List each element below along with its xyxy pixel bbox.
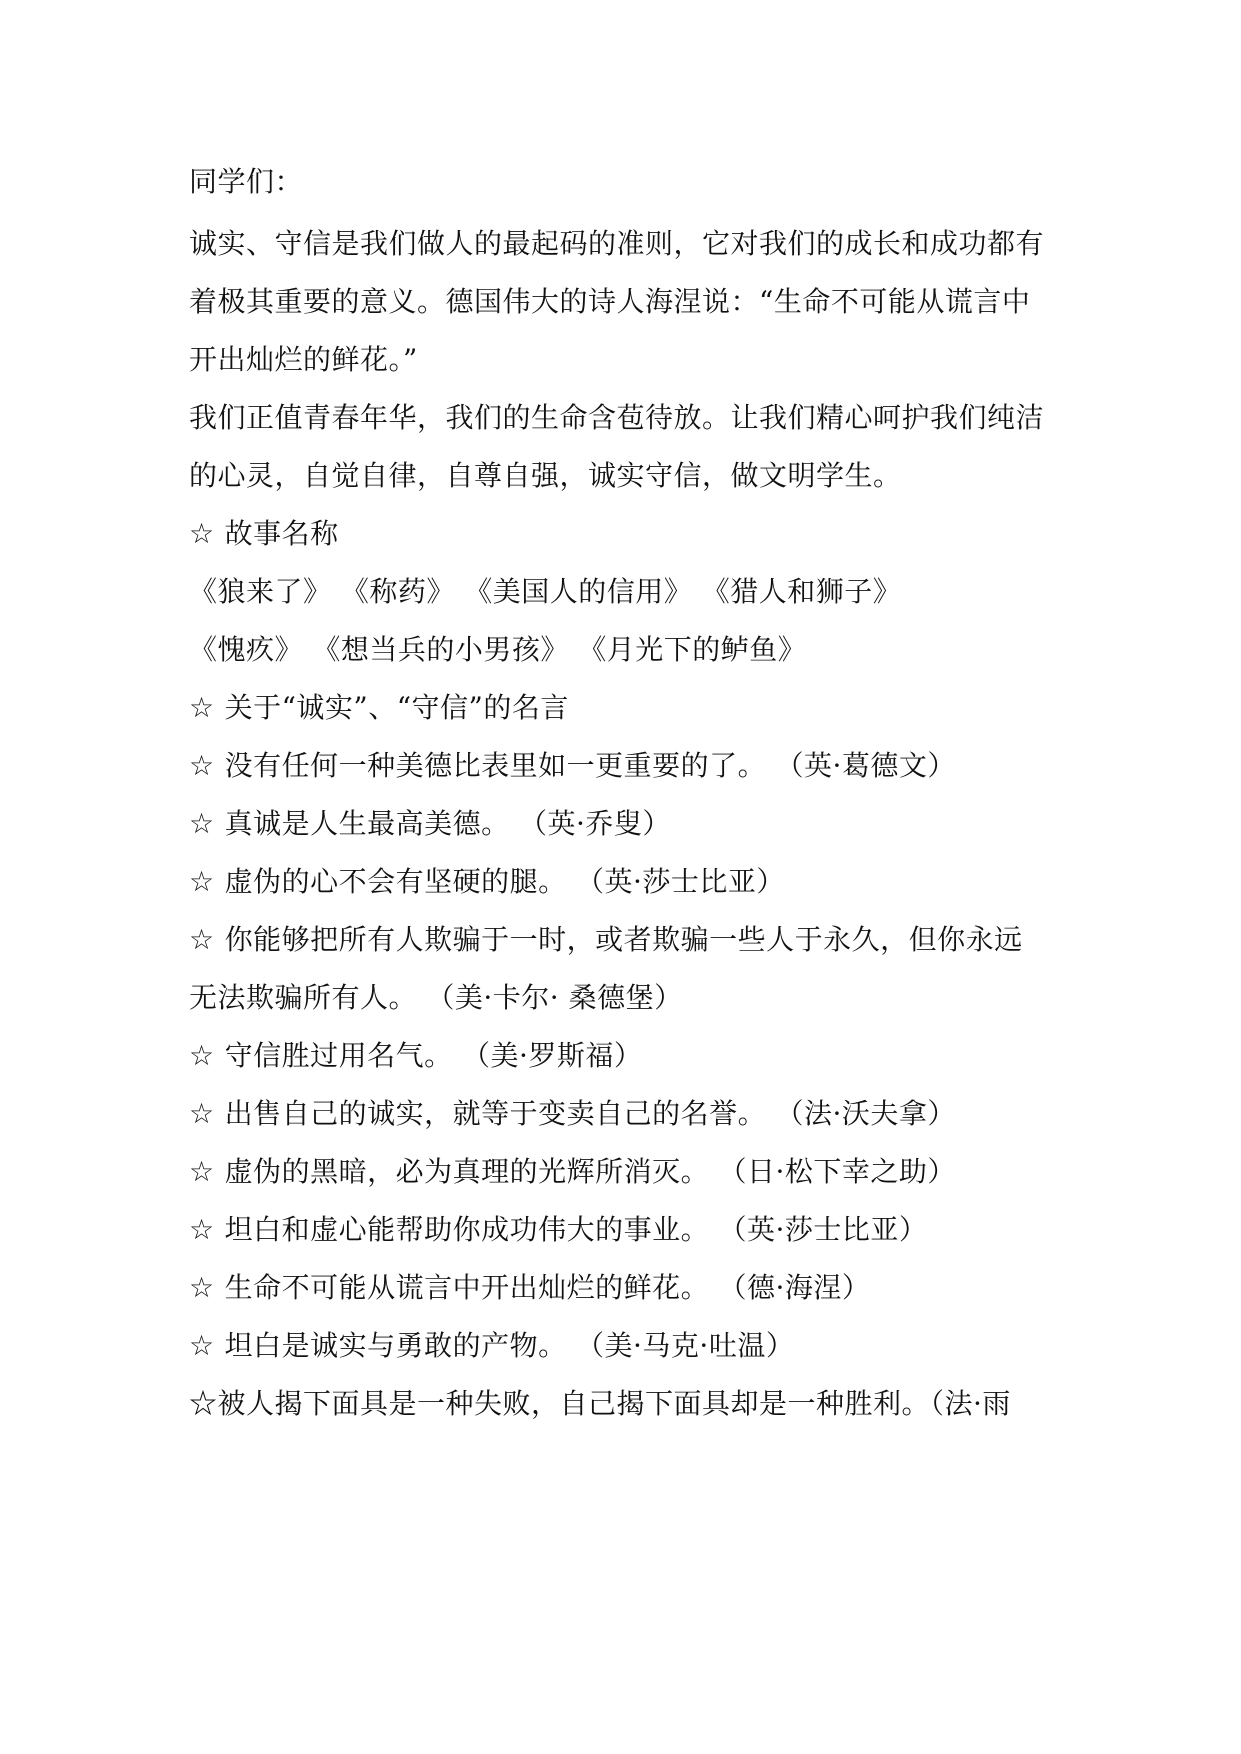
quote-item <box>189 1268 1069 1308</box>
star-icon: ☆ <box>189 1271 215 1304</box>
quote-text: 出售自己的诚实，就等于变卖自己的名誉。 （法·沃夫拿） <box>224 1097 956 1130</box>
quote-continuation: 无法欺骗所有人。 （美·卡尔· 桑德堡） <box>189 981 683 1014</box>
star-icon: ☆ <box>189 1213 215 1246</box>
star-icon: ☆ <box>189 807 215 840</box>
quote-text: 虚伪的黑暗，必为真理的光辉所消灭。 （日·松下幸之助） <box>224 1155 956 1188</box>
quotes-heading <box>189 688 1069 728</box>
star-icon: ☆ <box>189 1039 215 1072</box>
quote-item <box>189 1036 1069 1076</box>
quote-item <box>189 920 1069 960</box>
intro-line-1: 诚实、守信是我们做人的最起码的准则，它对我们的成长和成功都有 <box>189 227 1045 260</box>
intro-line-3: 开出灿烂的鲜花。” <box>189 343 418 376</box>
quote-text: 真诚是人生最高美德。 （英·乔叟） <box>224 807 671 840</box>
stories-heading <box>189 514 1069 554</box>
star-icon: ☆ <box>189 749 215 782</box>
quote-text: 生命不可能从谎言中开出灿烂的鲜花。 （德·海涅） <box>224 1271 871 1304</box>
stories-heading-text: 故事名称 <box>224 517 339 550</box>
star-icon: ☆ <box>189 517 215 550</box>
star-icon: ☆ <box>189 865 215 898</box>
quote-item <box>189 1210 1069 1250</box>
intro-line-5: 的心灵，自觉自律，自尊自强，诚实守信，做文明学生。 <box>189 459 902 492</box>
star-icon: ☆ <box>189 1097 215 1130</box>
star-icon: ☆ <box>189 923 215 956</box>
quote-text: 虚伪的心不会有坚硬的腿。 （英·莎士比亚） <box>224 865 785 898</box>
quote-item <box>189 804 1069 844</box>
quote-text: 坦白是诚实与勇敢的产物。 （美·马克·吐温） <box>224 1329 795 1362</box>
quote-item <box>189 862 1069 902</box>
star-icon: ☆ <box>189 1329 215 1362</box>
quote-text: 你能够把所有人欺骗于一时，或者欺骗一些人于永久，但你永远 <box>224 923 1023 956</box>
star-icon: ☆ <box>189 1155 215 1188</box>
quote-item <box>189 746 1069 786</box>
quote-text: 守信胜过用名气。 （美·罗斯福） <box>224 1039 643 1072</box>
quotes-heading-text: 关于“诚实”、“守信”的名言 <box>224 691 569 724</box>
quote-item <box>189 1326 1069 1366</box>
quote-text: 没有任何一种美德比表里如一更重要的了。 （英·葛德文） <box>224 749 956 782</box>
quote-item <box>189 1152 1069 1192</box>
story-list-row-2: 《愧疚》 《想当兵的小男孩》 《月光下的鲈鱼》 <box>189 633 807 666</box>
quote-item-last: ☆被人揭下面具是一种失败，自己揭下面具却是一种胜利。（法·雨 <box>189 1387 1011 1420</box>
intro-line-2: 着极其重要的意义。德国伟大的诗人海涅说：“生命不可能从谎言中 <box>189 285 1031 318</box>
greeting: 同学们： <box>189 165 304 198</box>
star-icon: ☆ <box>189 691 215 724</box>
story-list-row-1: 《狼来了》 《称药》 《美国人的信用》 《猎人和狮子》 <box>189 575 902 608</box>
quote-text: 坦白和虚心能帮助你成功伟大的事业。 （英·莎士比亚） <box>224 1213 928 1246</box>
intro-line-4: 我们正值青春年华，我们的生命含苞待放。让我们精心呵护我们纯洁 <box>189 401 1045 434</box>
quote-item <box>189 1094 1069 1134</box>
